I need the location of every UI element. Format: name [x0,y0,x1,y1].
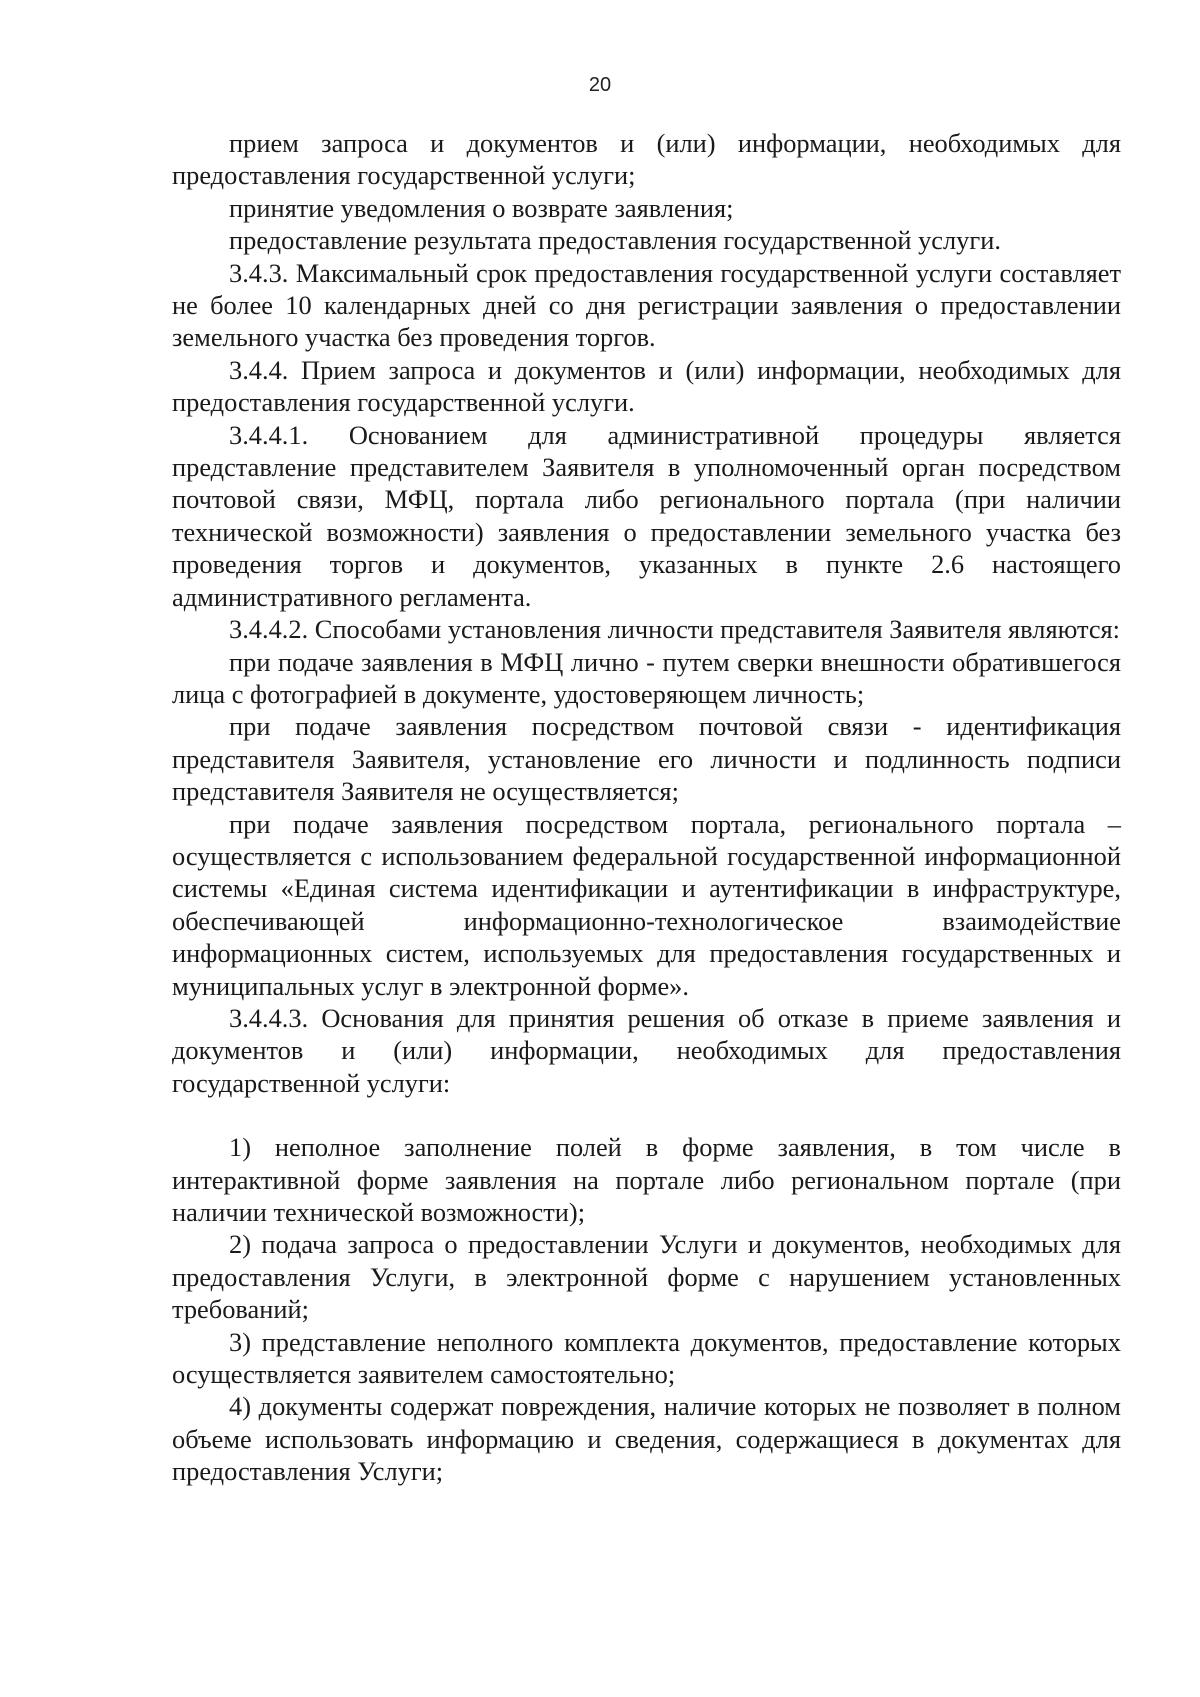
paragraph-intake: прием запроса и документов и (или) информации, необходимых для предоставления государственной услуги; [172,128,1121,191]
paragraph-3-4-3: 3.4.3. Максимальный срок предоставления государственной услуги составляет не более 10 календарных дней со дня регистрации заявления о предоставлении земельного участка без проведения торгов. [172,257,1121,353]
blank-line [172,1099,1121,1131]
list-item-1: 1) неполное заполнение полей в форме заявления, в том числе в интерактивной форме заявления на портале либо региональном портале (при наличии технической возможности); [172,1132,1121,1227]
paragraph-3-4-4-3: 3.4.4.3. Основания для принятия решения об отказе в приеме заявления и документов и (или) информации, необходимых для предоставления государственной услуги: [172,1002,1121,1098]
paragraph-result: предоставление результата предоставления государственной услуги. [229,225,1001,256]
paragraph-postal: при подаче заявления посредством почтовой связи - идентификация представителя Заявителя, установление его личности и подлинность подписи представителя Заявителя не осуществляется; [172,711,1121,807]
paragraph-3-4-4: 3.4.4. Прием запроса и документов и (или) информации, необходимых для предоставления государственной услуги. [172,354,1121,418]
page-number: 20 [588,74,612,96]
list-item-2: 2) подача запроса о предоставлении Услуги и документов, необходимых для предоставления Услуги, в электронной форме с нарушением установленных требований; [172,1229,1121,1325]
paragraph-mfc-in-person: при подаче заявления в МФЦ лично - путем сверки внешности обратившегося лица с фотографией в документе, удостоверяющем личность; [172,646,1121,709]
paragraph-3-4-4-1: 3.4.4.1. Основанием для административной процедуры является представление представителем Заявителя в уполномоченный орган посредством почтовой связи, МФЦ, портала либо регионального портала (при наличии технической возможности) заявления о предоставлении земельного участка без проведения торгов и документов, указанных в пункте 2.6 настоящего административного регламента. [172,419,1121,612]
list-item-3: 3) представление неполного комплекта документов, предоставление которых осуществляется заявителем самостоятельно; [172,1326,1121,1390]
paragraph-return-notice: принятие уведомления о возврате заявления; [229,192,734,223]
paragraph-3-4-4-2: 3.4.4.2. Способами установления личности представителя Заявителя являются: [229,614,1121,645]
list-item-4: 4) документы содержат повреждения, наличие которых не позволяет в полном объеме использовать информацию и сведения, содержащиеся в документах для предоставления Услуги; [172,1391,1121,1487]
paragraph-portal: при подаче заявления посредством портала, регионального портала – осуществляется с использованием федеральной государственной информационной системы «Единая система идентификации и аутентификации в инфраструктуре, обеспечивающей информационно-технологическое взаимодействие информационных систем, используемых для предоставления государственных и муниципальных услуг в электронной форме». [172,808,1121,1001]
document-body [172,127,1121,1488]
